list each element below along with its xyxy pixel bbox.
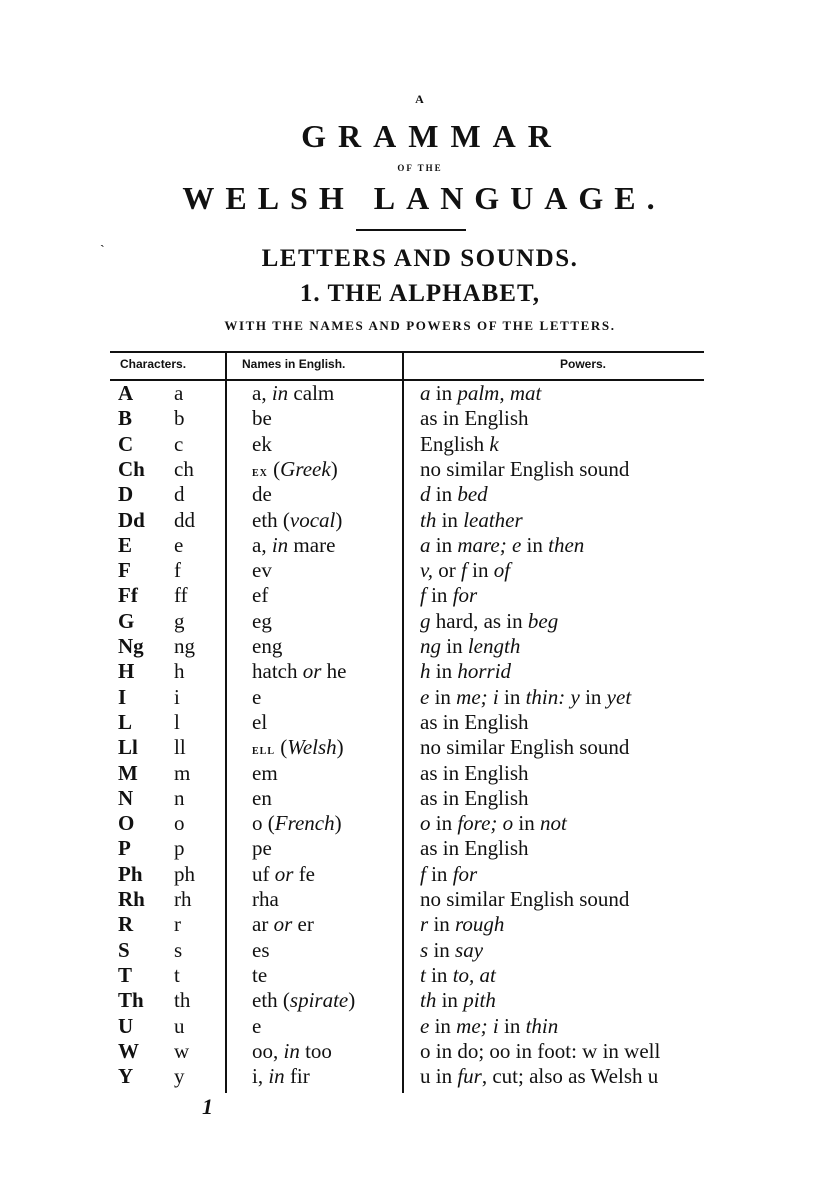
table-row [110, 482, 704, 507]
text-segment: in [513, 811, 540, 836]
text-segment: in [268, 1064, 285, 1089]
text-segment: ar [252, 912, 274, 937]
letter-name [252, 634, 282, 659]
text-segment: u in [420, 1064, 458, 1089]
text-segment: in [428, 912, 456, 937]
text-segment: fur [457, 1064, 482, 1089]
letter-lowercase: a [174, 381, 184, 405]
text-segment: Welsh [287, 735, 337, 760]
text-segment: in [521, 532, 549, 557]
text-segment: too [299, 1038, 332, 1063]
letter-name [252, 457, 338, 485]
table-row [110, 862, 704, 887]
letter-name [252, 988, 355, 1013]
table-row [110, 811, 704, 836]
table-row [110, 735, 704, 760]
text-segment: oo, [252, 1038, 284, 1063]
table-row [110, 583, 704, 608]
text-segment: me; i [456, 1013, 499, 1038]
letter-uppercase: Ng [118, 634, 144, 658]
text-segment: mare [288, 532, 336, 557]
text-segment: fore; o [457, 811, 514, 836]
text-segment: yet [606, 684, 632, 709]
text-segment: not [539, 811, 567, 836]
letter-power [420, 508, 523, 533]
text-segment: ) [334, 811, 342, 836]
letter-uppercase: Y [118, 1064, 134, 1089]
text-segment: eg [252, 608, 272, 633]
letter-power [420, 406, 529, 431]
text-segment: te [252, 962, 268, 987]
text-segment: o in do; oo in foot: w in well [420, 1038, 661, 1063]
letter-name [252, 1064, 310, 1089]
text-segment: in [436, 988, 464, 1013]
letter-lowercase: m [174, 760, 191, 785]
letter-name [252, 862, 315, 887]
text-segment: a [420, 381, 431, 405]
text-segment: rha [252, 887, 279, 911]
letter-lowercase: i [174, 684, 180, 709]
letter-power [420, 482, 488, 507]
title-welsh-language: WELSH LANGUAGE. [182, 180, 666, 216]
text-segment: r [420, 912, 429, 937]
text-segment: em [252, 760, 278, 785]
letter-uppercase: B [118, 406, 133, 431]
letter-uppercase: P [118, 836, 131, 861]
text-segment: in [579, 684, 607, 709]
text-segment: in [498, 1013, 526, 1038]
text-segment: es [252, 937, 270, 962]
text-segment: calm [288, 381, 335, 405]
text-segment: ex [252, 464, 268, 480]
text-segment: in [425, 861, 453, 886]
letter-name [252, 1014, 261, 1039]
letter-name [252, 963, 267, 988]
title-divider [356, 229, 466, 231]
letter-uppercase: S [118, 937, 130, 962]
text-segment: in [430, 482, 458, 507]
letter-power [420, 735, 629, 760]
letter-uppercase: W [118, 1038, 139, 1063]
table-row [110, 558, 704, 583]
letter-uppercase: H [118, 659, 135, 684]
letter-lowercase: c [174, 431, 184, 456]
letter-power [420, 1014, 558, 1039]
text-segment: in [466, 558, 494, 583]
letter-power [420, 609, 558, 634]
text-segment: or [273, 912, 293, 937]
text-segment: er [292, 912, 314, 937]
text-segment: no similar English sound [420, 735, 630, 760]
text-segment: in [425, 583, 453, 608]
table-top-rule [110, 351, 704, 353]
letter-lowercase: w [174, 1038, 190, 1063]
letter-name [252, 811, 342, 836]
letter-name [252, 609, 272, 634]
text-segment: ) [336, 735, 344, 760]
text-segment: as in English [420, 406, 529, 431]
text-segment: in [283, 1038, 300, 1063]
letter-lowercase: s [174, 937, 183, 962]
letter-name [252, 558, 272, 583]
letter-name [252, 583, 268, 608]
text-segment: as in English [420, 836, 529, 861]
text-segment: no similar English sound [420, 456, 630, 481]
letter-power [420, 558, 510, 583]
letter-name [252, 786, 272, 811]
letter-name [252, 710, 267, 735]
text-segment: de [252, 482, 272, 507]
text-segment: in [428, 937, 456, 962]
letter-uppercase: R [118, 912, 134, 937]
text-segment: ek [252, 431, 272, 456]
text-segment: in [271, 381, 289, 405]
text-segment: in [436, 507, 464, 532]
text-segment: length [467, 634, 521, 658]
letter-uppercase: G [118, 608, 135, 633]
text-segment: leather [463, 507, 523, 532]
text-segment: in [430, 381, 458, 405]
letter-power [420, 811, 567, 836]
text-segment: a [420, 532, 431, 557]
text-segment: ( [275, 735, 288, 760]
table-row [110, 1039, 704, 1064]
page-number: 1 [202, 1094, 213, 1119]
letter-lowercase: ll [174, 735, 186, 760]
table-row [110, 634, 704, 659]
letter-uppercase: L [118, 709, 133, 734]
text-segment: a, [252, 532, 272, 557]
text-segment: pith [463, 988, 496, 1013]
table-row [110, 887, 704, 912]
text-segment: in [425, 962, 453, 987]
letter-power [420, 786, 529, 811]
letter-power [420, 761, 529, 786]
letter-uppercase: E [118, 532, 133, 557]
text-segment: fir [284, 1064, 310, 1089]
letter-lowercase: ng [174, 634, 195, 658]
text-segment: to, at [452, 962, 496, 987]
text-segment: in [498, 684, 526, 709]
letter-name [252, 381, 334, 406]
letter-power [420, 710, 529, 735]
letter-power [420, 1064, 658, 1089]
letter-power [420, 836, 529, 861]
text-segment: ) [335, 507, 343, 532]
text-segment: g [420, 608, 431, 633]
letter-name [252, 533, 335, 558]
text-segment: e [420, 684, 430, 709]
table-row [110, 938, 704, 963]
letter-uppercase: Dd [118, 507, 145, 532]
text-segment: he [321, 659, 347, 684]
letter-name [252, 887, 279, 912]
text-segment: for [452, 583, 478, 608]
title-grammar: GRAMMAR [301, 118, 563, 154]
letter-name [252, 508, 342, 533]
letter-power [420, 1039, 660, 1064]
text-segment: f [420, 583, 426, 608]
text-segment: f [420, 861, 426, 886]
text-segment: rough [455, 912, 505, 937]
letter-uppercase: N [118, 785, 134, 810]
text-segment: pe [252, 836, 272, 861]
table-row [110, 406, 704, 431]
text-segment: d [420, 482, 431, 507]
text-segment: ng [420, 634, 441, 658]
letter-uppercase: O [118, 811, 135, 836]
table-row [110, 432, 704, 457]
letter-power [420, 963, 496, 988]
letter-lowercase: d [174, 482, 185, 507]
text-segment: f [461, 558, 467, 583]
section-title: LETTERS AND SOUNDS. [261, 245, 579, 272]
table-row [110, 912, 704, 937]
table-row [110, 659, 704, 684]
text-segment: ev [252, 558, 272, 583]
text-segment: en [252, 785, 272, 810]
text-segment: say [455, 937, 484, 962]
letter-power [420, 457, 629, 482]
letter-name [252, 482, 272, 507]
letter-uppercase: Rh [118, 887, 145, 911]
text-segment: ell [252, 743, 276, 759]
text-segment: in [429, 684, 457, 709]
letter-uppercase: Ph [118, 861, 143, 886]
subtitle: WITH THE NAMES AND POWERS OF THE LETTERS. [224, 318, 616, 333]
letter-name [252, 836, 272, 861]
letter-lowercase: rh [174, 887, 192, 911]
text-segment: horrid [457, 659, 512, 684]
text-segment: e [252, 684, 262, 709]
text-segment: eth ( [252, 988, 290, 1013]
letter-lowercase: n [174, 785, 185, 810]
letter-uppercase: T [118, 962, 133, 987]
text-segment: ) [348, 988, 356, 1013]
letter-lowercase: l [174, 709, 180, 734]
text-segment: mare; e [457, 532, 522, 557]
letter-power [420, 533, 584, 558]
letter-lowercase: o [174, 811, 185, 836]
letter-power [420, 583, 477, 608]
text-segment: as in English [420, 709, 529, 734]
text-segment: be [252, 406, 272, 431]
letter-power [420, 634, 520, 659]
text-segment: o ( [252, 811, 275, 836]
text-segment: no similar English sound [420, 887, 630, 911]
text-segment: o [420, 811, 431, 836]
letter-lowercase: ph [174, 861, 195, 886]
text-segment: bed [457, 482, 488, 507]
text-segment: ( [267, 456, 281, 481]
text-segment: in [430, 532, 458, 557]
text-segment: in [430, 811, 458, 836]
letter-name [252, 432, 272, 457]
subsection-title: 1. THE ALPHABET, [299, 280, 541, 307]
text-segment: thin [525, 1013, 559, 1038]
text-segment: or [433, 558, 462, 583]
text-segment: eng [252, 634, 283, 658]
table-row [110, 508, 704, 533]
table-row [110, 761, 704, 786]
text-segment: English [420, 431, 490, 456]
text-segment: me; i [456, 684, 499, 709]
letter-name [252, 685, 261, 710]
letter-lowercase: u [174, 1013, 185, 1038]
letter-name [252, 1039, 332, 1064]
text-segment: th [420, 988, 437, 1013]
letter-power [420, 912, 504, 937]
table-row [110, 381, 704, 406]
letter-uppercase: F [118, 558, 131, 583]
letter-lowercase: f [174, 558, 181, 583]
header-powers: Powers. [560, 357, 607, 371]
title-article: A [415, 92, 425, 106]
table-row [110, 685, 704, 710]
letter-uppercase: C [118, 431, 134, 456]
text-segment: hard, as in [430, 608, 528, 633]
text-segment: in [271, 532, 289, 557]
text-segment: ef [252, 583, 269, 608]
letter-lowercase: ch [174, 456, 194, 481]
letter-lowercase: t [174, 962, 180, 987]
letter-power [420, 432, 499, 457]
text-segment: s [420, 937, 429, 962]
header-names: Names in English. [242, 357, 346, 371]
text-segment: spirate [289, 988, 349, 1013]
letter-lowercase: e [174, 532, 184, 557]
letter-lowercase: h [174, 659, 185, 684]
text-segment: of [493, 558, 511, 583]
text-segment: vocal [289, 507, 336, 532]
text-segment: fe [293, 861, 316, 886]
text-segment: th [420, 507, 437, 532]
letter-uppercase: Ll [118, 735, 138, 760]
letter-uppercase: Th [118, 988, 144, 1013]
letter-lowercase: p [174, 836, 185, 861]
text-segment: e [420, 1013, 430, 1038]
text-segment: e [252, 1013, 262, 1038]
table-row [110, 836, 704, 861]
letter-power [420, 381, 541, 406]
letter-uppercase: I [118, 684, 127, 709]
table-row [110, 786, 704, 811]
letter-power [420, 862, 477, 887]
title-of-the: OF THE [397, 163, 443, 173]
text-segment: for [452, 861, 478, 886]
table-row [110, 533, 704, 558]
text-segment: as in English [420, 785, 529, 810]
text-segment: k [489, 431, 499, 456]
letter-name [252, 761, 278, 786]
table-row [110, 1064, 704, 1089]
text-segment: i, [252, 1064, 269, 1089]
table-row [110, 710, 704, 735]
text-segment: v, [420, 558, 434, 583]
letter-uppercase: A [118, 381, 134, 405]
letter-lowercase: b [174, 406, 185, 431]
letter-lowercase: g [174, 608, 185, 633]
text-segment: el [252, 709, 268, 734]
text-segment: a, [252, 381, 272, 405]
letter-power [420, 887, 629, 912]
letter-name [252, 735, 344, 763]
table-row [110, 988, 704, 1013]
letter-lowercase: th [174, 988, 191, 1013]
letter-uppercase: M [118, 760, 138, 785]
text-segment: or [274, 861, 294, 886]
letter-lowercase: r [174, 912, 181, 937]
text-segment: or [302, 659, 322, 684]
letter-uppercase: Ff [118, 583, 138, 608]
table-row [110, 457, 704, 482]
text-segment: then [548, 532, 585, 557]
letter-name [252, 912, 314, 937]
text-segment: ) [330, 456, 338, 481]
letter-uppercase: Ch [118, 456, 145, 481]
text-segment: t [420, 962, 426, 987]
letter-name [252, 406, 272, 431]
text-segment: as in English [420, 760, 529, 785]
table-row [110, 1014, 704, 1039]
text-segment: French [274, 811, 335, 836]
table-row [110, 963, 704, 988]
letter-power [420, 988, 496, 1013]
text-segment: uf [252, 861, 275, 886]
text-segment: in [441, 634, 468, 658]
text-segment: thin: y [525, 684, 580, 709]
letter-power [420, 659, 511, 684]
text-segment: in [430, 659, 458, 684]
letter-uppercase: U [118, 1013, 134, 1038]
letter-uppercase: D [118, 482, 134, 507]
letter-lowercase: ff [174, 583, 188, 608]
letter-lowercase: dd [174, 507, 195, 532]
text-segment: Greek [280, 456, 331, 481]
table-row [110, 609, 704, 634]
ink-speck: ˎ [100, 233, 105, 248]
text-segment: beg [527, 608, 559, 633]
text-segment: hatch [252, 659, 303, 684]
letter-power [420, 938, 483, 963]
letter-name [252, 659, 347, 684]
header-characters: Characters. [120, 357, 187, 371]
letter-lowercase: y [174, 1064, 185, 1089]
text-segment: eth ( [252, 507, 290, 532]
text-segment: , cut; also as Welsh u [481, 1064, 659, 1089]
text-segment: in [429, 1013, 457, 1038]
text-segment: palm, mat [457, 381, 542, 405]
text-segment: h [420, 659, 431, 684]
letter-name [252, 938, 270, 963]
letter-power [420, 685, 631, 710]
